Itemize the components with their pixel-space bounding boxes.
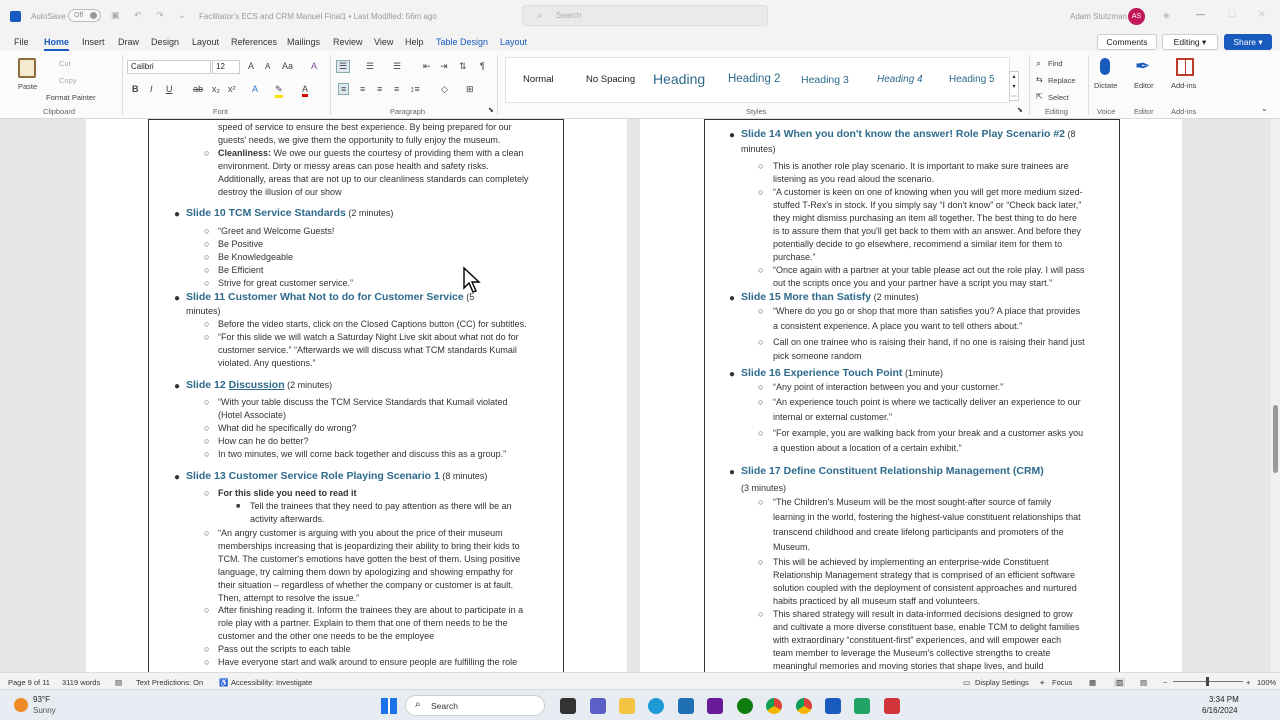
bullet-icon: ○ — [204, 252, 210, 262]
copy-button[interactable]: Copy — [59, 76, 77, 85]
slide-heading — [741, 291, 919, 304]
zoom-slider[interactable] — [1173, 681, 1243, 682]
word-logo-icon — [10, 11, 21, 22]
list-item: After finishing reading it. Inform the trainees they are about to participate in a — [218, 605, 524, 615]
heading-text: Slide 12 — [186, 379, 229, 391]
list-item-text: We owe our guests the courtesy of providing them with a clean — [271, 148, 524, 158]
bold-icon[interactable]: B — [132, 84, 139, 94]
list-item: This will be achieved by implementing an enterprise-wide Constituent — [773, 557, 1049, 567]
list-item: meaningful memories and moving stories that shape lives, and build — [773, 661, 1044, 671]
addins-group-label: Add-ins — [1171, 107, 1197, 116]
format-painter-button[interactable]: Format Painter — [46, 93, 96, 102]
slide-heading — [741, 128, 1076, 141]
share-button[interactable]: Share ▾ — [1224, 34, 1272, 50]
paste-icon[interactable] — [18, 58, 36, 78]
heading-text: Slide 14 When you don't know the answer! Role Play Scenario #2 — [741, 128, 1065, 140]
toggle-knob — [90, 12, 97, 19]
list-item: “For this slide we will watch a Saturday Night Live skit about what not do for — [218, 332, 519, 342]
underline-icon[interactable]: U — [166, 84, 173, 94]
search-icon: ⌕ — [537, 10, 543, 20]
minimize-icon[interactable]: — — [1196, 9, 1205, 19]
list-item: In two minutes, we will come back together and discuss this as a group.” — [218, 449, 507, 459]
addins-button[interactable]: Add-ins — [1171, 81, 1197, 90]
clear-formatting-icon[interactable]: A — [311, 61, 318, 71]
list-item: learning in the world, fostering the highest-value constituent relationships that — [773, 512, 1081, 522]
list-item: Be Efficient — [218, 265, 264, 275]
store-icon[interactable] — [678, 698, 694, 714]
heading-duration: minutes) — [741, 144, 776, 154]
chrome-profile-icon[interactable] — [796, 698, 812, 714]
list-item: What did he specifically do wrong? — [218, 423, 357, 433]
bullet-icon: ○ — [758, 397, 764, 407]
search-box[interactable] — [522, 5, 768, 26]
shrink-font-icon[interactable]: A — [265, 62, 271, 71]
dialog-launcher-icon[interactable]: ⬊ — [1017, 107, 1023, 114]
search-placeholder: Search — [556, 11, 582, 20]
display-settings-icon: ▭ — [963, 678, 971, 687]
bullet-icon: ○ — [204, 226, 210, 236]
list-item: listening as you read aloud the scenario. — [773, 174, 935, 184]
select-icon: ⇱ — [1036, 92, 1043, 101]
heading-duration: (8 minutes) — [439, 471, 488, 481]
bullet-icon: ○ — [758, 187, 764, 197]
list-item: a question about a location of a certain exhibit.” — [773, 443, 962, 453]
align-center-icon[interactable]: ≡ — [360, 84, 366, 94]
bullet-icon: ○ — [758, 428, 764, 438]
style-heading-5[interactable]: Heading 5 — [949, 74, 995, 85]
list-item: purchase.” — [773, 252, 816, 262]
document-title: Facilitator's ECS and CRM Manuel Final1 • Last Modified: 56m ago — [199, 12, 437, 21]
voice-group-label: Voice — [1097, 107, 1116, 116]
slide-heading — [186, 470, 487, 483]
strikethrough-icon[interactable]: ab — [193, 84, 204, 94]
list-item: (Hotel Associate) — [218, 410, 287, 420]
style-normal[interactable]: Normal — [523, 74, 554, 85]
divider — [1029, 55, 1030, 115]
document-page-right — [640, 119, 1182, 672]
editor-button[interactable]: Editor — [1134, 81, 1154, 90]
tab-mailings[interactable]: Mailings — [287, 37, 321, 47]
styles-scroll[interactable]: ▴ ▾ ⋯ — [1009, 71, 1019, 101]
tab-insert[interactable]: Insert — [82, 37, 105, 47]
replace-icon: ⇆ — [1036, 75, 1043, 84]
bullet-icon: ● — [729, 467, 736, 478]
list-item: TCM. The customer's emotions have gotten the best of them. Using positive — [218, 554, 521, 564]
tab-layout[interactable]: Layout — [192, 37, 220, 47]
list-item: “A customer is keen on one of knowing when you will get more medium sized- — [773, 187, 1083, 197]
edge-icon[interactable] — [648, 698, 664, 714]
bullet-icon: ● — [174, 472, 181, 483]
xbox-icon[interactable] — [737, 698, 753, 714]
avatar[interactable]: AS — [1128, 8, 1145, 25]
tab-file[interactable]: File — [14, 37, 29, 47]
style-heading-4[interactable]: Heading 4 — [877, 74, 923, 85]
bullet-icon: ○ — [204, 528, 210, 538]
bullet-icon: ○ — [204, 605, 210, 615]
bullet-icon: ○ — [758, 161, 764, 171]
tab-home[interactable]: Home — [44, 37, 69, 51]
subscript-icon[interactable]: x₂ — [212, 84, 220, 94]
comments-label: Comments — [1106, 37, 1148, 47]
tab-help[interactable]: Help — [405, 37, 424, 47]
list-item: Have everyone start and walk around to ensure people are fulfilling the role — [218, 657, 518, 667]
search-icon: ⌕ — [415, 699, 421, 710]
slide-heading — [186, 379, 332, 392]
menu-bar — [0, 33, 1280, 51]
font-name-value: Calibri — [131, 62, 154, 71]
italic-icon[interactable]: I — [150, 84, 153, 94]
text-predictions[interactable]: Text Predictions: On — [136, 678, 204, 687]
style-no-spacing[interactable]: No Spacing — [586, 74, 636, 85]
list-item: “Any point of interaction between you and your customer.” — [773, 382, 1004, 392]
style-heading-2[interactable]: Heading 2 — [728, 73, 781, 85]
numbering-icon[interactable]: ☰ — [366, 61, 375, 71]
bullet-icon: ○ — [204, 436, 210, 446]
save-icon[interactable]: ▣ — [111, 10, 120, 20]
list-item: “An experience touch point is where we tactically deliver an experience to our — [773, 397, 1081, 407]
list-item: Be Positive — [218, 239, 264, 249]
heading-duration: (2 minutes) — [284, 380, 333, 390]
find-icon: ⌕ — [1036, 58, 1042, 68]
bullet-icon: ○ — [204, 488, 210, 498]
bullet-icon: ○ — [204, 644, 210, 654]
decrease-indent-icon[interactable]: ⇤ — [423, 61, 431, 71]
list-item: is to assure them that you'll get back to them with an answer. And before they — [773, 226, 1081, 236]
focus-button[interactable]: Focus — [1052, 678, 1073, 687]
status-bar — [0, 672, 1280, 689]
list-item: pick someone random — [773, 351, 862, 361]
zoom-slider-thumb[interactable] — [1206, 677, 1209, 686]
file-explorer-icon[interactable] — [619, 698, 635, 714]
paragraph-text: speed of service to ensure the best experience. By being prepared for our — [218, 122, 512, 132]
square-bullet-icon: ■ — [236, 503, 241, 510]
list-item: transcend childhood and create lifelong participants and promoters of the — [773, 527, 1064, 537]
vertical-scrollbar[interactable] — [1271, 119, 1280, 672]
mouse-cursor-icon — [462, 266, 482, 294]
document-page-left — [86, 119, 628, 672]
task-view-icon[interactable] — [560, 698, 576, 714]
list-item: violated. Any questions.” — [218, 358, 316, 368]
style-heading[interactable]: Heading — [653, 71, 706, 87]
list-item: “Once again with a partner at your table please act out the role play. I will pass — [773, 265, 1085, 275]
list-item: potentially decide to go elsewhere, recommend a similar item for them to — [773, 239, 1063, 249]
list-item: out the scripts once you and your partner have a script you may start.” — [773, 278, 1053, 288]
bullet-icon: ○ — [204, 397, 210, 407]
list-item: internal or external customer.” — [773, 412, 893, 422]
page-count[interactable]: Page 9 of 11 — [8, 678, 50, 687]
bullet-icon: ○ — [204, 239, 210, 249]
heading-duration: (3 minutes) — [741, 483, 787, 493]
list-item: Pass out the scripts to each table — [218, 644, 351, 654]
list-item: Strive for great customer service.” — [218, 278, 354, 288]
font-size-select[interactable] — [212, 60, 240, 74]
app-green-icon[interactable] — [854, 698, 870, 714]
editing-group-label: Editing — [1045, 107, 1068, 116]
heading-text: Slide 10 TCM Service Standards — [186, 207, 346, 219]
show-marks-icon[interactable]: ¶ — [480, 61, 485, 71]
list-item: stuffed T-Rex's in stock. If you simply say “I don't know” or “Check back later,” — [773, 200, 1082, 210]
tab-draw[interactable]: Draw — [118, 37, 140, 47]
divider — [1088, 55, 1089, 115]
autosave-toggle[interactable] — [68, 9, 101, 22]
style-heading-3[interactable]: Heading 3 — [801, 74, 849, 86]
editor-icon[interactable]: ✒ — [1135, 56, 1151, 76]
bullet-icon: ● — [729, 293, 736, 304]
styles-group-label: Styles — [746, 107, 767, 116]
paragraph-text: Additionally, areas that are not up to our cleanliness standards can completely — [218, 174, 529, 184]
bullet-icon: ○ — [758, 265, 764, 275]
highlight-icon[interactable]: ✎ — [275, 84, 283, 98]
bullet-icon: ● — [729, 369, 736, 380]
text-effects-icon[interactable]: A — [252, 84, 259, 94]
list-item: For this slide you need to read it — [218, 488, 357, 498]
list-item: “Greet and Welcome Guests! — [218, 226, 335, 236]
paste-button[interactable]: Paste — [18, 82, 38, 91]
chrome-icon[interactable] — [766, 698, 782, 714]
undo-icon[interactable]: ↶ — [134, 10, 142, 20]
heading-link: Discussion — [228, 379, 285, 391]
bullets-icon[interactable]: ☰ — [336, 60, 350, 73]
bullet-icon: ○ — [758, 557, 764, 567]
dialog-launcher-icon[interactable]: ⬊ — [488, 107, 494, 114]
taskbar-search[interactable] — [405, 695, 545, 716]
font-color-icon[interactable]: A — [302, 84, 308, 97]
shading-icon[interactable]: ◇ — [441, 84, 448, 94]
autosave-toggle-label: Off — [74, 12, 84, 19]
slide-heading — [186, 207, 393, 220]
list-item: and cultivate a more diverse constituent base, enable TCM to delight families — [773, 622, 1080, 632]
list-item: activity afterwards. — [250, 514, 325, 524]
user-name: Adam Stutzman — [1070, 12, 1127, 21]
list-item: Be Knowledgeable — [218, 252, 294, 262]
comments-button[interactable] — [1097, 34, 1157, 50]
list-item: with extraordinary “constituent-first” experiences, and will empower each — [773, 635, 1062, 645]
list-item: language, try calming them down by apologizing and showing empathy for — [218, 567, 514, 577]
line-spacing-icon[interactable]: ↕≡ — [410, 84, 420, 94]
align-left-icon[interactable]: ≡ — [338, 83, 349, 95]
restore-icon[interactable]: ☐ — [1228, 9, 1237, 19]
font-name-select[interactable] — [127, 60, 211, 74]
print-layout-icon[interactable]: ▥ — [1116, 678, 1124, 687]
tab-design[interactable]: Design — [151, 37, 180, 47]
bullet-icon: ● — [174, 209, 181, 220]
windows-start-icon[interactable] — [381, 698, 397, 714]
list-item: “The Children's Museum will be the most sought-after source of family — [773, 497, 1052, 507]
zoom-level[interactable]: 100% — [1257, 678, 1277, 687]
microphone-icon[interactable] — [1100, 58, 1110, 75]
bullet-icon: ○ — [204, 265, 210, 275]
accessibility-status[interactable]: Accessibility: Investigate — [231, 678, 313, 687]
list-item: role play with a partner. Explain to them that one of them needs to be the — [218, 618, 508, 628]
list-item: This shared strategy will result in data-informed decisions designed to grow — [773, 609, 1073, 619]
title-bar — [0, 0, 1280, 33]
addins-icon[interactable] — [1176, 58, 1194, 76]
accessibility-icon: ♿ — [219, 678, 229, 687]
tab-review[interactable]: Review — [333, 37, 363, 47]
collapse-ribbon-icon[interactable]: ⌄ — [1261, 104, 1268, 113]
tab-view[interactable]: View — [374, 37, 394, 47]
find-button[interactable]: Find — [1048, 59, 1063, 68]
font-group-label: Font — [213, 107, 229, 116]
list-item: Call on one trainee who is raising their hand, if no one is raising their hand just — [773, 337, 1085, 347]
bullet-icon: ● — [174, 293, 181, 304]
dictate-button[interactable]: Dictate — [1094, 81, 1118, 90]
list-item: “Where do you go or shop that more than satisfies you? A place that provides — [773, 306, 1081, 316]
customize-toolbar-icon[interactable]: ⌄ — [178, 10, 186, 20]
tab-references[interactable]: References — [231, 37, 278, 47]
bullet-icon: ● — [729, 130, 736, 141]
clock-date[interactable]: 6/16/2024 — [1202, 706, 1238, 715]
heading-text: Slide 16 Experience Touch Point — [741, 367, 903, 379]
heading-duration: minutes) — [186, 306, 221, 316]
heading-text: Slide 15 More than Satisfy — [741, 291, 872, 303]
list-item: Relationship Management strategy that is comprised of an efficient software — [773, 570, 1075, 580]
list-item: Museum. — [773, 542, 811, 552]
slide-heading: Slide 17 Define Constituent Relationship Management (CRM) — [741, 465, 1044, 477]
list-item: customer and the other one needs to be the employee — [218, 631, 435, 641]
bullet-icon: ○ — [758, 306, 764, 316]
superscript-icon[interactable]: x² — [228, 84, 236, 94]
heading-duration: (1minute) — [902, 368, 943, 378]
list-item: Then, attempt to resolve the issue.” — [218, 593, 360, 603]
autosave-label: AutoSave — [31, 12, 66, 21]
tab-table-layout[interactable]: Layout — [500, 37, 528, 47]
taskbar — [0, 689, 1280, 720]
increase-indent-icon[interactable]: ⇥ — [440, 61, 448, 71]
heading-text: Slide 13 Customer Service Role Playing Scenario 1 — [186, 470, 440, 482]
font-size-value: 12 — [216, 62, 225, 71]
align-right-icon[interactable]: ≡ — [377, 84, 383, 94]
change-case-icon[interactable]: Aa — [282, 61, 294, 71]
bullet-icon: ○ — [204, 423, 210, 433]
bullet-icon: ● — [174, 381, 181, 392]
divider — [122, 55, 123, 115]
paragraph-text: destroy the illusion of our show — [218, 187, 342, 197]
close-icon[interactable]: ✕ — [1258, 9, 1266, 19]
list-item: This is another role play scenario. It is important to make sure trainees are — [773, 161, 1069, 171]
justify-icon[interactable]: ≡ — [394, 84, 400, 94]
sort-icon[interactable]: ⇅ — [459, 61, 467, 71]
list-item: a consistent experience. A place you want to tell others about.” — [773, 321, 1023, 331]
list-item: Tell the trainees that they need to pay attention as there will be an — [250, 501, 512, 511]
list-item: “An angry customer is arguing with you about the price of their museum — [218, 528, 503, 538]
heading-text: Slide 11 Customer What Not to do for Customer Service — [186, 291, 464, 303]
bullet-icon: ○ — [204, 148, 210, 158]
list-item: memberships increasing that is jeopardizing their ability to bring their kids to — [218, 541, 520, 551]
web-layout-icon[interactable]: ▤ — [1140, 678, 1148, 687]
focus-icon: ⌖ — [1040, 678, 1045, 687]
zoom-in-icon[interactable]: + — [1246, 678, 1251, 687]
list-item — [218, 147, 524, 160]
divider — [497, 55, 498, 115]
divider — [330, 55, 331, 115]
bullet-icon: ○ — [204, 657, 210, 667]
clock-time[interactable]: 3:34 PM — [1209, 695, 1239, 704]
diamond-icon[interactable]: ◈ — [1163, 10, 1170, 20]
list-item: solution coupled with the deployment of consistent approaches and nurtured — [773, 583, 1077, 593]
borders-icon[interactable]: ⊞ — [466, 84, 474, 94]
bullet-icon: ○ — [204, 332, 210, 342]
share-label: Share — [1233, 37, 1257, 47]
bullet-icon: ○ — [758, 497, 764, 507]
multilevel-list-icon[interactable]: ☰ — [393, 61, 402, 71]
heading-duration: (2 minutes) — [345, 208, 394, 218]
clipboard-group-label: Clipboard — [43, 107, 76, 116]
list-item: customer service.” “Afterwards we will discuss what TCM standards Kumail — [218, 345, 517, 355]
slide-heading — [741, 367, 943, 380]
list-item: “With your table discuss the TCM Service Standards that Kumail violated — [218, 397, 508, 407]
weather-desc[interactable]: Sunny — [33, 706, 56, 715]
heading-duration: (5 — [463, 292, 475, 302]
heading-duration: (8 — [1065, 129, 1076, 139]
weather-icon — [14, 698, 28, 712]
taskbar-search-label: Search — [431, 701, 458, 711]
editing-mode-label: Editing — [1173, 37, 1200, 47]
list-item: How can he do better? — [218, 436, 309, 446]
bullet-icon: ○ — [758, 382, 764, 392]
teams-icon[interactable] — [590, 698, 606, 714]
heading-duration: (2 minutes) — [871, 292, 919, 302]
bullet-icon: ○ — [758, 609, 764, 619]
paragraph-text: guests' needs, we give them the opportunity to fully enjoy the museum. — [218, 135, 501, 145]
editor-group-label: Editor — [1134, 107, 1154, 116]
app-icon[interactable] — [707, 698, 723, 714]
weather-temp[interactable]: 93°F — [33, 695, 50, 704]
bullet-icon: ○ — [204, 319, 210, 329]
tab-table-design[interactable]: Table Design — [436, 37, 489, 47]
display-settings-button[interactable]: Display Settings — [975, 678, 1029, 687]
paragraph-text: environment. Dirty or messy areas can pose health and safety risks. — [218, 161, 489, 171]
paragraph-group-label: Paragraph — [390, 107, 426, 116]
word-count[interactable]: 3119 words — [62, 678, 101, 687]
slide-heading — [186, 291, 474, 304]
redo-icon[interactable]: ↷ — [156, 10, 164, 20]
word-taskbar-icon[interactable] — [825, 698, 841, 714]
cut-button[interactable]: Cut — [59, 59, 71, 68]
editing-mode-button[interactable]: Editing ▾ — [1162, 34, 1218, 50]
read-mode-icon[interactable]: ▦ — [1089, 678, 1097, 687]
bullet-icon: ○ — [204, 449, 210, 459]
grow-font-icon[interactable]: A — [248, 61, 255, 71]
scrollbar-thumb[interactable] — [1273, 405, 1278, 473]
proofing-icon[interactable]: ▤ — [115, 678, 123, 687]
replace-button[interactable]: Replace — [1048, 76, 1076, 85]
list-item: Before the video starts, click on the Closed Captions button (CC) for subtitles. — [218, 319, 527, 329]
bold-term: Cleanliness: — [218, 148, 272, 158]
list-item: “For example, you are walking back from your break and a customer asks you — [773, 428, 1084, 438]
select-button[interactable]: Select — [1048, 93, 1069, 102]
list-item: they might dismiss purchasing an item all together. The best thing to do here — [773, 213, 1078, 223]
bullet-icon: ○ — [204, 278, 210, 288]
zoom-out-icon[interactable]: − — [1163, 678, 1168, 687]
list-item: habits practiced by all museum staff and volunteers. — [773, 596, 980, 606]
app-red-icon[interactable] — [884, 698, 900, 714]
list-item: their situation – regardless of whether the company or customer is at fault. — [218, 580, 514, 590]
list-item: team member to leverage the Museum's collective strengths to create — [773, 648, 1051, 658]
bullet-icon: ○ — [758, 337, 764, 347]
